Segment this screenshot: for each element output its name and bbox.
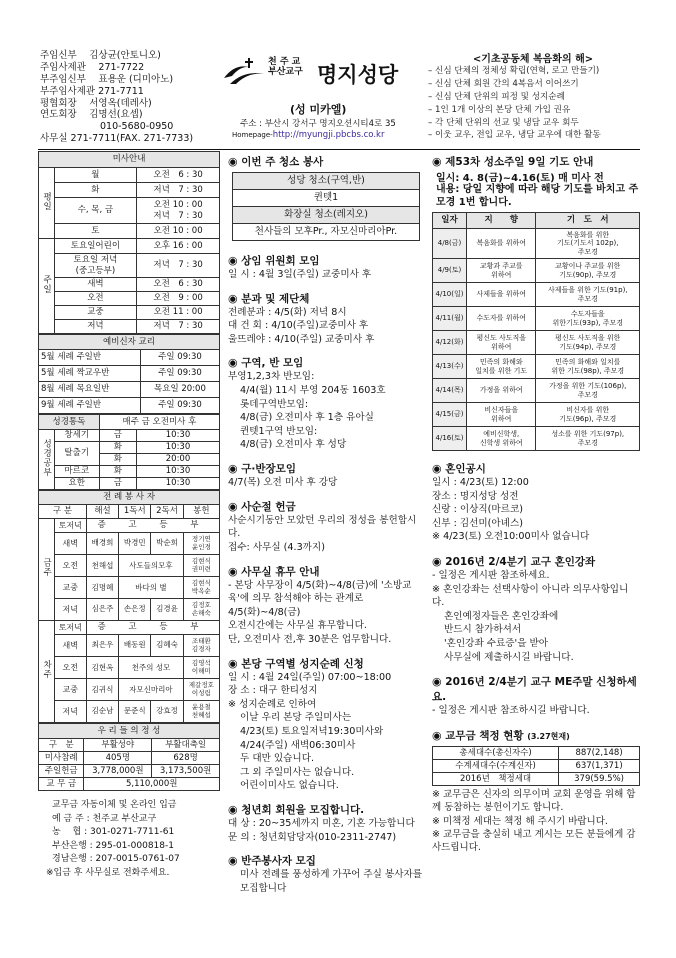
notice-title: ◉ 혼인공시: [432, 462, 486, 475]
account-line: 예 금 주 : 천주교 부산교구: [52, 813, 157, 824]
bible-time: 10:30: [137, 442, 220, 454]
catechism-table: [38, 334, 220, 414]
mass-title: 미사안내: [39, 152, 220, 168]
minister-cell: 자모신마리아: [119, 679, 184, 701]
minister-cell: 배동원: [119, 635, 151, 657]
week-label: 차주: [39, 621, 55, 723]
mass-day: 토요일 저녁 (중고등부): [54, 254, 137, 278]
notice-line: 4/4(월) 11시 부영 204동 1603호: [240, 385, 386, 397]
minister-time: 저녁: [54, 701, 86, 723]
notice-line: 신랑 : 이상직(마르코): [432, 504, 523, 516]
homepage-link[interactable]: http://myungji.pbcbs.co.kr: [272, 130, 385, 140]
catechism-time: 주일 09:30: [140, 350, 219, 366]
bible-day: 화: [99, 454, 136, 466]
weekday-label: 평일: [39, 168, 55, 239]
prayer-cell: 예비신학생, 신학생 위하여: [467, 427, 536, 451]
diocese-bottom: 부산교구: [268, 66, 303, 77]
minister-cell: 박경민: [119, 533, 151, 555]
notice-line: 퀸텟1구역 반모임:: [240, 425, 318, 437]
minister-cell: 사도들의모후: [119, 555, 184, 577]
evangelization-item: – 1인 1개 이상의 본당 단체 가입 권유: [428, 104, 571, 115]
minister-cell: 김순남: [86, 701, 118, 723]
minister-cell: 문준식: [119, 701, 151, 723]
minister-time: 저녁: [54, 599, 86, 621]
notice-line: 대 상 : 20~35세까지 미혼, 기혼 가능합니다: [228, 818, 415, 830]
finance-header: 구 분: [39, 739, 84, 752]
account-line: 부산은행 : 295-01-000818-1: [52, 840, 174, 851]
prayer-cell: 복음화를 위하여: [467, 229, 536, 259]
church-logo-icon: [222, 58, 266, 88]
prayer-content: 내용: 당일 지향에 따라 해당 기도를 바치고 주모경 1번 합니다.: [436, 184, 639, 208]
bible-book: 탈출기: [54, 442, 99, 466]
notice-line: 롯데구역반모임:: [240, 398, 309, 410]
account-line: 경남은행 : 207-0015-0761-07: [52, 854, 180, 864]
notice-line: 4/8(금) 오전미사 후 1층 유아실: [240, 412, 374, 424]
patron-saint: (성 미카엘): [290, 103, 347, 116]
catechism-name: 5월 세례 주일반: [39, 350, 141, 366]
prayer-cell: 4/10(일): [433, 283, 467, 307]
notice-line: '혼인강좌 수료증'을 받아: [444, 638, 549, 650]
staff-line: 부주임신부 표용운 (디미아노): [40, 73, 174, 85]
minister-cell: 바다의 별: [119, 577, 184, 599]
notice-title: ◉ 상임 위원회 모임: [228, 254, 320, 267]
minister-time: 토저녁: [54, 621, 86, 635]
notice-line: 일 시 : 4월 24일(주일) 07:00~18:00: [228, 671, 392, 683]
mass-time: 저녁 7 : 30: [137, 183, 220, 198]
notice-line: 오전시간에는 사무실 휴무합니다.: [228, 620, 367, 632]
prayer-header: 기 도 서: [536, 213, 640, 229]
bible-book: 요한: [54, 478, 99, 490]
finance-table: [38, 723, 220, 791]
notice-line: 단, 오전미사 전,후 30분은 업무합니다.: [228, 633, 392, 645]
minister-cell: 제갈정호 이성림: [183, 679, 219, 701]
prayer-cell: 4/11(월): [433, 307, 467, 331]
bible-table: [38, 414, 220, 490]
minister-cell: 손은정: [119, 599, 151, 621]
minister-cell: 강효정: [151, 701, 183, 723]
minister-cell: 김경윤: [151, 599, 183, 621]
minister-cell: 심은주: [86, 599, 118, 621]
minister-cell: 김귀식: [86, 679, 118, 701]
prayer-header: 일자: [433, 213, 467, 229]
prayer-cell: 가정을 위하여: [467, 379, 536, 403]
bible-day: 금: [99, 478, 136, 490]
mass-day: 저녁: [54, 320, 137, 334]
notice-line: 그 외 주일미사는 없습니다.: [240, 766, 355, 778]
notice-section: [228, 355, 426, 452]
bible-day: 화: [99, 466, 136, 478]
catechism-name: 9월 세례 주일반: [39, 398, 141, 414]
notice-title: ◉ 사무실 휴무 안내: [228, 564, 320, 578]
prayer-cell: 가정을 위한 기도(106p), 주모경: [536, 379, 640, 403]
bible-time: 10:30: [137, 466, 220, 478]
bible-day: 화: [99, 442, 136, 454]
cleaning-title: ◉ 이번 주 청소 봉사: [228, 155, 324, 168]
prayer-cell: 교황이나 주교를 위한 기도(90p), 주모경: [536, 259, 640, 283]
minister-cell: 김현옥: [86, 657, 118, 679]
notice-line: 반드시 참가하셔서: [444, 624, 522, 636]
dues-value: 637(1,371): [559, 759, 640, 772]
prayer-title: ◉ 제53차 성소주일 9일 기도 안내: [432, 155, 594, 168]
cleaning-table: [232, 172, 420, 241]
minister-cell: 김혜숙: [151, 635, 183, 657]
staff-line: 부주임사제관 271-7711: [40, 85, 144, 97]
dues-label: 2016년 책정세대: [433, 772, 559, 785]
dues-label: 총세대수(총신자수): [433, 746, 559, 759]
bible-book: 마르코: [54, 466, 99, 478]
minister-time: 토저녁: [54, 519, 86, 533]
notice-line: 두 대만 있습니다.: [240, 753, 315, 765]
prayer-cell: 성소를 위한 기도(97p), 주모경: [536, 427, 640, 451]
minister-cell: 박순희: [151, 533, 183, 555]
notice-title: ◉ 분과 및 제단체: [228, 291, 310, 305]
prayer-cell: 수도자를 위하여: [467, 307, 536, 331]
prayer-cell: 사제들을 위한 기도(91p), 주모경: [536, 283, 640, 307]
cleaning-row: 천사들의 모후Pr., 자모신마리아Pr.: [233, 224, 420, 241]
notice-line: 장 소 : 대구 한티성지: [228, 685, 318, 697]
evangelization-item: – 신심 단체 회원 간의 4복음서 이어쓰기: [428, 78, 579, 89]
middle-column: [228, 151, 426, 896]
prayer-cell: 사제들을 위하여: [467, 283, 536, 307]
minister-time: 교중: [54, 577, 86, 599]
finance-value: 405명: [84, 752, 152, 765]
bible-reading-time: 매주 금 오전미사 후: [99, 415, 219, 430]
ministers-title: 전 례 봉 사 자: [39, 491, 220, 505]
notice-title: ◉ 2016년 2/4분기 교구 ME주말 신청하세요.: [432, 675, 637, 704]
prayer-cell: 4/16(토): [433, 427, 467, 451]
notice-title: ◉ 반주봉사자 모집: [228, 854, 316, 868]
ministers-header: 1독서: [119, 505, 151, 519]
notice-line: 신부 : 김선미(아녜스): [432, 517, 523, 529]
catechism-time: 주일 09:30: [140, 398, 219, 414]
finance-value: 5,110,000원: [84, 778, 220, 791]
notice-line: 전례분과 : 4/5(화) 저녁 8시: [228, 306, 347, 318]
notice-line: 혼인예정자들은 혼인강좌에: [444, 610, 559, 622]
finance-value: 3,173,500원: [152, 765, 220, 778]
notice-line: 일 시 : 4월 3일(주일) 교중미사 후: [228, 269, 372, 280]
prayer-header: 지 향: [467, 213, 536, 229]
notice-title: ◉ 사순절 헌금: [228, 499, 296, 513]
notice-line: 부영1,2,3차 반모임:: [228, 371, 315, 383]
header-logo: [222, 56, 422, 90]
finance-value: 628명: [152, 752, 220, 765]
dues-note: ※ 교무금을 충실히 내고 계시는 모든 분들에게 감사드립니다.: [432, 828, 636, 854]
notice-line: 4/24(주일) 새벽06:30미사: [240, 739, 356, 751]
ministers-table: [38, 490, 220, 723]
prayer-cell: 비신자를 위한 기도(96p), 주모경: [536, 403, 640, 427]
prayer-cell: 4/8(금): [433, 229, 467, 259]
minister-cell: 정기연 윤인경: [183, 533, 219, 555]
prayer-cell: 수도자들을 위한기도(93p), 주모경: [536, 307, 640, 331]
notice-line: 일시 : 4/23(토) 12:00: [432, 477, 529, 488]
ministers-header: 봉헌: [183, 505, 219, 519]
header-staff: [40, 50, 215, 145]
mass-time: 오전 9 : 00: [137, 292, 220, 306]
sunday-label: 주일: [39, 239, 55, 334]
cleaning-row: 화장실 청소(레지오): [233, 207, 420, 224]
notice-line: ※ 성지순례로 인하여: [228, 698, 317, 710]
notice-line: 이날 우리 본당 주일미사는: [240, 712, 352, 724]
prayer-cell: 4/14(목): [433, 379, 467, 403]
mass-time: 저녁 7 : 30: [137, 254, 220, 278]
prayer-cell: 복음화를 위한 기도(기도서 102p), 주모경: [536, 229, 640, 259]
bible-book: 창세기: [54, 430, 99, 442]
minister-time: 새벽: [54, 533, 86, 555]
mass-time: 오전 10 : 00: [137, 224, 220, 239]
notice-line: 4/8(금) 오전미사 후 성당: [240, 439, 347, 451]
mass-time: 오전 6 : 30: [137, 168, 220, 183]
notice-section: [228, 656, 426, 793]
notice-section: [228, 564, 426, 647]
finance-header: 부활성야: [84, 739, 152, 752]
minister-cell: 김정호 손해숙: [183, 599, 219, 621]
prayer-cell: 4/13(수): [433, 355, 467, 379]
prayer-cell: 4/9(토): [433, 259, 467, 283]
mass-time: 오전 11 : 00: [137, 306, 220, 320]
dues-value: 887(2,148): [559, 746, 640, 759]
notice-section: [228, 291, 426, 347]
minister-cell: 천해섭: [86, 555, 118, 577]
mass-day: 토요일어린이: [54, 239, 137, 254]
notice-line: 사무실에 제출하시길 바랍니다.: [444, 651, 574, 663]
dues-value: 379(59.5%): [559, 772, 640, 785]
notice-section: [432, 554, 640, 664]
notice-line: ※ 혼인강좌는 선택사항이 아니라 의무사항입니다.: [432, 583, 629, 609]
notice-line: 장소 : 명지성당 성전: [432, 490, 519, 502]
notice-line: 4/7(목) 오전 미사 후 강당: [228, 477, 338, 489]
evangelization-box: [428, 50, 638, 142]
account-line: 농 협 : 301-0271-7711-61: [52, 827, 175, 837]
notice-line: 4/23(토) 토요일저녁19:30미사와: [240, 726, 384, 738]
minister-cell: 천주의 성모: [119, 657, 184, 679]
notice-section: [228, 802, 426, 844]
notice-line: 울뜨레야 : 4/10(주일) 교중미사 후: [228, 333, 375, 345]
notice-title: ◉ 2016년 2/4분기 교구 혼인강좌: [432, 555, 596, 569]
evangelization-item: – 각 단체 단위의 선교 및 냉담 교우 회두: [428, 117, 579, 128]
prayer-cell: 비신자들을 위하여: [467, 403, 536, 427]
notice-line: 문 의 : 청년회담당자(010-2311-2747): [228, 831, 397, 843]
finance-label: 미사참례: [39, 752, 84, 765]
catechism-name: 5월 세례 짝교우반: [39, 366, 141, 382]
mass-day: 새벽: [54, 278, 137, 292]
prayer-cell: 교황과 주교를 위하여: [467, 259, 536, 283]
church-name: 명지성당: [317, 63, 399, 87]
account-line: 교무금 자동이체 및 온라인 입금: [52, 800, 177, 810]
bible-study-label: 성경공부: [39, 430, 55, 490]
prayer-table: [432, 212, 640, 451]
minister-time: 새벽: [54, 635, 86, 657]
notice-line: - 본당 사무장이 4/5(화)~4/8(금)에 '소방교육'에 의무 참석해야 하는 관계로 4/5(화)~4/8(금): [228, 579, 412, 618]
notice-title: ◉ 구역, 반 모임: [228, 356, 304, 370]
account-line: ※입금 후 사무실로 전화주세요.: [46, 867, 170, 878]
mass-day: 월: [54, 168, 137, 183]
diocese-top: 천 주 교: [268, 57, 301, 67]
notice-line: - 일정은 게시판 참조하세요.: [432, 570, 550, 582]
minister-cell: 김현식 박옥순: [183, 577, 219, 599]
mass-day: 화: [54, 183, 137, 198]
notice-title: ◉ 청년회 회원을 모집합니다.: [228, 803, 365, 817]
minister-time: 교중: [54, 679, 86, 701]
minister-time: 오전: [54, 657, 86, 679]
notice-line: 대 건 회 : 4/10(주일)교중미사 후: [228, 320, 369, 332]
bible-time: 10:30: [137, 430, 220, 442]
minister-cell: 김명혜: [86, 577, 118, 599]
finance-title: 우 리 들 의 정 성: [39, 724, 220, 739]
minister-cell: 윤용철 천혜섭: [183, 701, 219, 723]
staff-line: 주임사제관 271-7722: [40, 61, 145, 73]
mass-time: 오전 10 : 00 저녁 7 : 30: [137, 198, 220, 224]
dues-note: ※ 교무금은 신자의 의무이며 교회 운영을 위해 함께 동참하는 봉헌이기도 합니다.: [432, 788, 636, 814]
evangelization-title: <기초공동체 복음화의 해>: [472, 54, 594, 65]
notice-line: - 일정은 게시판 참조하시길 바랍니다.: [432, 705, 590, 717]
church-address: 주소 : 부산시 강서구 명지오션시티4로 35: [240, 119, 396, 129]
dues-note: ※ 미책정 세대는 책정 해 주시기 바랍니다.: [432, 815, 608, 827]
mass-day: 오전: [54, 292, 137, 306]
minister-cell: 최은우: [86, 635, 118, 657]
dues-table: [432, 746, 640, 786]
mass-time: 오전 6 : 30: [137, 278, 220, 292]
staff-line: 010-5680-0950: [100, 121, 174, 133]
prayer-cell: 평신도 사도직을 위한 기도(94p), 주모경: [536, 331, 640, 355]
minister-cell: 조태환 김경자: [183, 635, 219, 657]
mass-table: [38, 151, 220, 334]
ministers-header: 해설: [86, 505, 118, 519]
dues-label: 수계세대수(수계신자): [433, 759, 559, 772]
bible-time: 20:00: [137, 454, 220, 466]
minister-cell: 김영석 이해미: [183, 657, 219, 679]
minister-cell: 김현식 권미련: [183, 555, 219, 577]
catechism-name: 8월 세례 목요일반: [39, 382, 141, 398]
prayer-cell: 민족의 화해와 일치를 위한 기도(98p), 주모경: [536, 355, 640, 379]
church-homepage: Homepage-http://myungji.pbcbs.co.kr: [232, 130, 385, 140]
minister-time: 오전: [54, 555, 86, 577]
catechism-time: 주일 09:30: [140, 366, 219, 382]
prayer-date: 일시: 4. 8(금)~4.16(토) 매 미사 전: [436, 173, 604, 184]
cleaning-row: 성당 청소(구역,반): [233, 173, 420, 190]
finance-header: 부활대축일: [152, 739, 220, 752]
catechism-time: 목요일 20:00: [140, 382, 219, 398]
bible-day: 금: [99, 430, 136, 442]
notice-line: ※ 4/23(토) 오전10:00미사 없습니다: [432, 531, 590, 543]
mass-day: 교중: [54, 306, 137, 320]
notice-title: ◉ 본당 구역별 성지순례 신청: [228, 656, 364, 670]
minister-group: 증 고 등 부: [86, 621, 219, 635]
mass-day: 토: [54, 224, 137, 239]
week-label: 금주: [39, 519, 55, 621]
prayer-cell: 평신도 사도직을 위하여: [467, 331, 536, 355]
notice-line: 미사 전례를 풍성하게 가꾸어 주실 봉사자를 모집합니다: [240, 869, 423, 894]
notice-line: 접수: 사무실 (4.3까지): [228, 541, 325, 553]
cleaning-row: 퀸텟1: [233, 190, 420, 207]
ministers-header: 2독서: [151, 505, 183, 519]
staff-line: 주임신부 김상균(안토니오): [40, 50, 161, 61]
left-column: [38, 151, 220, 880]
mass-day: 수, 목, 금: [54, 198, 137, 224]
minister-cell: 배경희: [86, 533, 118, 555]
notice-section: [228, 253, 426, 282]
mass-time: 저녁 7 : 30: [137, 320, 220, 334]
bible-time: 10:30: [137, 478, 220, 490]
evangelization-item: – 신심 단체 단위의 피정 및 성지순례: [428, 91, 565, 102]
notice-line: 어린이미사도 없습니다.: [240, 780, 339, 792]
notice-title: ◉ 구·반장모임: [228, 462, 296, 476]
dues-title: ◉ 교무금 책정 현황 (3.27현재): [432, 728, 570, 742]
account-info: [38, 799, 220, 880]
prayer-cell: 4/15(금): [433, 403, 467, 427]
catechism-title: 예비신자 교리: [39, 335, 220, 350]
staff-line: 연도회장 김명선(요셉): [40, 109, 143, 121]
right-column: [432, 151, 640, 854]
notice-line: 사순시기동안 모았던 우리의 정성을 봉헌합시다.: [228, 514, 417, 540]
evangelization-item: – 신심 단체의 정체성 확립(연혁, 로고 만들기): [428, 66, 600, 76]
finance-value: 3,778,000원: [84, 765, 152, 778]
notice-section: [228, 853, 426, 895]
bible-reading-label: 성경통독: [39, 415, 100, 430]
staff-line: 평협회장 서영옥(데레사): [40, 97, 152, 109]
evangelization-item: – 이웃 교우, 전입 교우, 냉담 교우에 대한 활동: [428, 130, 601, 141]
notice-section: [432, 674, 640, 718]
minister-group: 증 고 등 부: [86, 519, 219, 533]
ministers-header: 구 분: [39, 505, 87, 519]
finance-label: 교 무 금: [39, 778, 84, 791]
staff-line: 사무실 271-7711(FAX. 271-7733): [40, 133, 194, 145]
prayer-cell: 4/12(화): [433, 331, 467, 355]
notice-section: [432, 461, 640, 544]
finance-label: 주일헌금: [39, 765, 84, 778]
notice-section: [228, 499, 426, 555]
notice-section: [228, 461, 426, 490]
prayer-cell: 민족의 화해와 일치를 위한 기도: [467, 355, 536, 379]
mass-time: 오후 16 : 00: [137, 239, 220, 254]
